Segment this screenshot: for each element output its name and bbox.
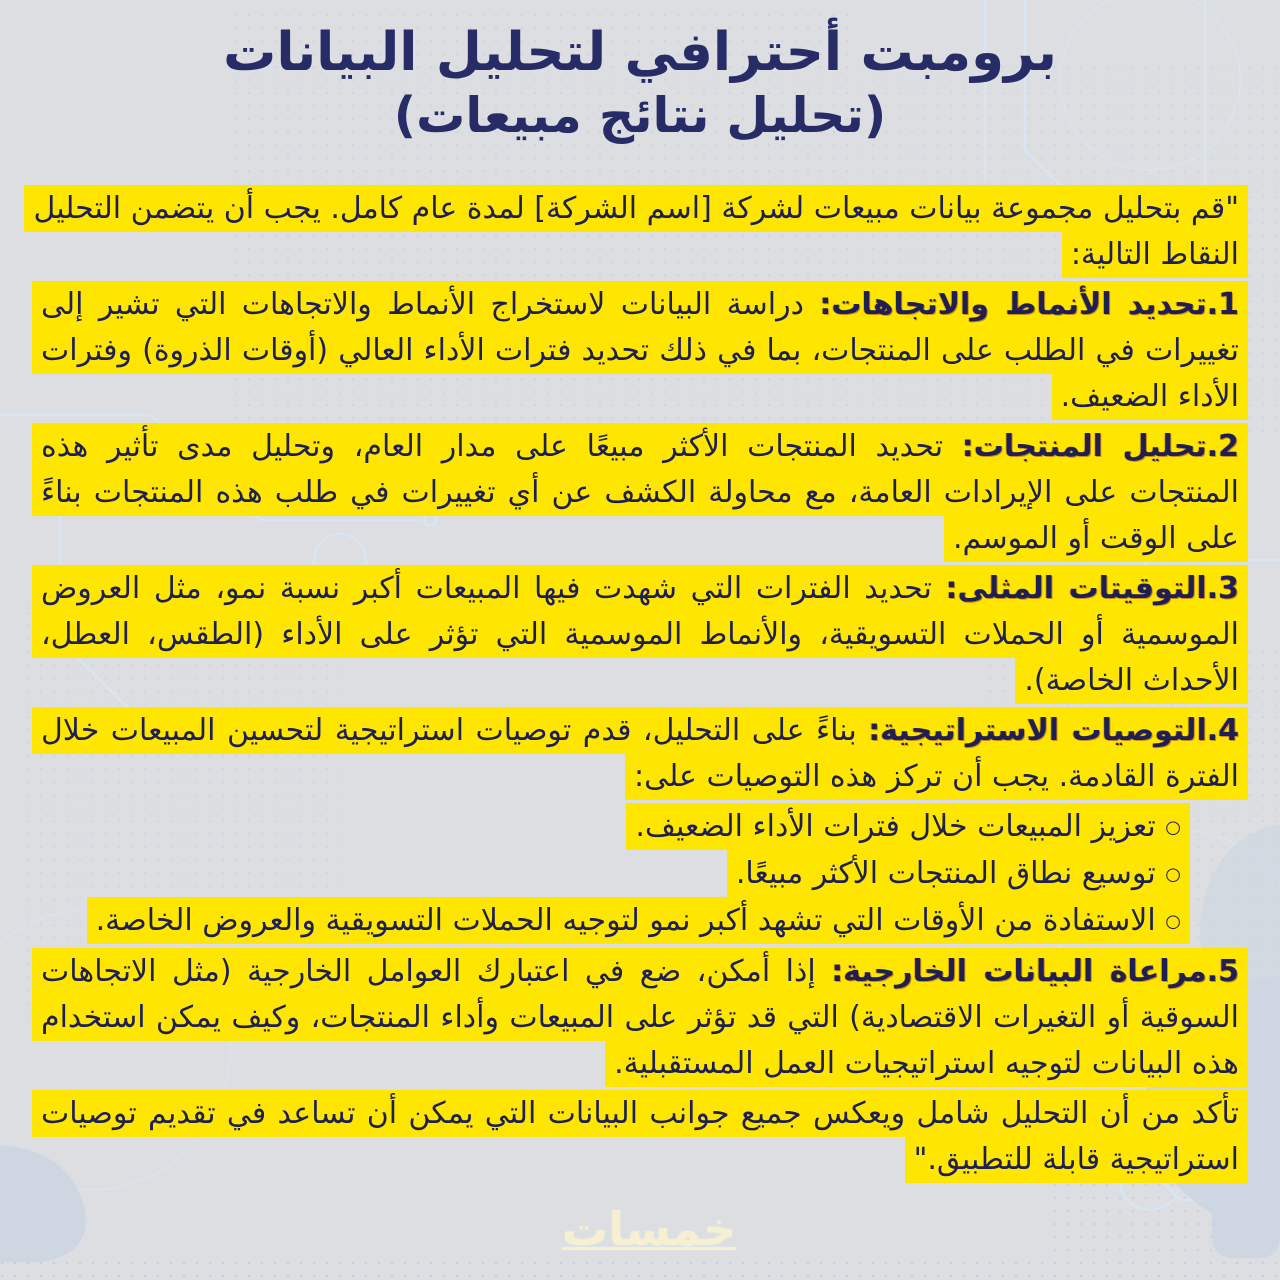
item-body: بناءً على التحليل، قدم توصيات استراتيجية لتحسين المبيعات خلال الفترة القادمة. يجب أن تركز هذه التوصيات على: xyxy=(41,713,1239,794)
page-title-line2: (تحليل نتائج مبيعات) xyxy=(393,87,887,144)
item-heading: تحليل المنتجات: xyxy=(961,429,1207,464)
item-number: 5. xyxy=(1206,954,1239,989)
circle-bullet-icon: ○ xyxy=(1165,864,1181,885)
item-heading: التوصيات الاستراتيجية: xyxy=(868,713,1207,748)
numbered-item-3 xyxy=(32,566,1248,704)
item-body: دراسة البيانات لاستخراج الأنماط والاتجاهات التي تشير إلى تغييرات في الطلب على المنتجات، بما في ذلك تحديد فترات الأداء العالي (أوقات الذروة) وفترات الأداء الضعيف. xyxy=(41,287,1239,414)
page-header xyxy=(0,0,1280,146)
khamsat-watermark: خمسات xyxy=(562,1202,737,1256)
item-heading: التوقيتات المثلى: xyxy=(945,571,1207,606)
item-number: 4. xyxy=(1206,713,1240,748)
circle-bullet-icon: ○ xyxy=(1165,817,1181,838)
numbered-item-4 xyxy=(32,708,1248,800)
bullet-item xyxy=(32,898,1190,945)
intro-text: "قم بتحليل مجموعة بيانات مبيعات لشركة [اسم الشركة] لمدة عام كامل. يجب أن يتضمن التحليل النقاط التالية: xyxy=(24,185,1248,278)
bullet-item xyxy=(32,804,1190,851)
prompt-intro-paragraph xyxy=(32,186,1248,278)
circle-bullet-icon: ○ xyxy=(1165,911,1181,932)
prompt-body xyxy=(32,186,1248,1183)
item-body: تحديد المنتجات الأكثر مبيعًا على مدار العام، وتحليل مدى تأثير هذه المنتجات على الإيرادات العامة، مع محاولة الكشف عن أي تغييرات في طلب هذه المنتجات بناءً على الوقت أو الموسم. xyxy=(41,429,1239,556)
bullet-text: الاستفادة من الأوقات التي تشهد أكبر نمو لتوجيه الحملات التسويقية والعروض الخاصة. xyxy=(95,903,1156,938)
item-body: تحديد الفترات التي شهدت فيها المبيعات أكبر نسبة نمو، مثل العروض الموسمية أو الحملات التسويقية، والأنماط الموسمية التي تؤثر على الأداء (الطقس، العطل، الأحداث الخاصة). xyxy=(41,571,1239,698)
item-number: 1. xyxy=(1206,287,1240,322)
numbered-item-5 xyxy=(32,949,1248,1087)
item-number: 3. xyxy=(1206,571,1239,606)
bullet-item xyxy=(32,851,1190,898)
item-heading: مراعاة البيانات الخارجية: xyxy=(831,954,1207,989)
numbered-item-2 xyxy=(32,424,1248,562)
bullet-list xyxy=(32,804,1248,945)
item-number: 2. xyxy=(1206,429,1240,464)
item-body: إذا أمكن، ضع في اعتبارك العوامل الخارجية (مثل الاتجاهات السوقية أو التغيرات الاقتصادية) التي قد تؤثر على المبيعات وأداء المنتجات، وكيف يمكن استخدام هذه البيانات لتوجيه استراتيجيات العمل المستقبلية. xyxy=(41,954,1239,1081)
page-title-line1: برومبت أحترافي لتحليل البيانات xyxy=(223,22,1057,83)
bullet-text: توسيع نطاق المنتجات الأكثر مبيعًا. xyxy=(735,856,1156,891)
item-heading: تحديد الأنماط والاتجاهات: xyxy=(819,287,1207,322)
bullet-text: تعزيز المبيعات خلال فترات الأداء الضعيف. xyxy=(635,809,1156,844)
closing-text: تأكد من أن التحليل شامل ويعكس جميع جوانب البيانات التي يمكن أن تساعد في تقديم توصيات استراتيجية قابلة للتطبيق." xyxy=(32,1090,1248,1183)
numbered-item-1 xyxy=(32,282,1248,420)
closing-paragraph xyxy=(32,1091,1248,1183)
